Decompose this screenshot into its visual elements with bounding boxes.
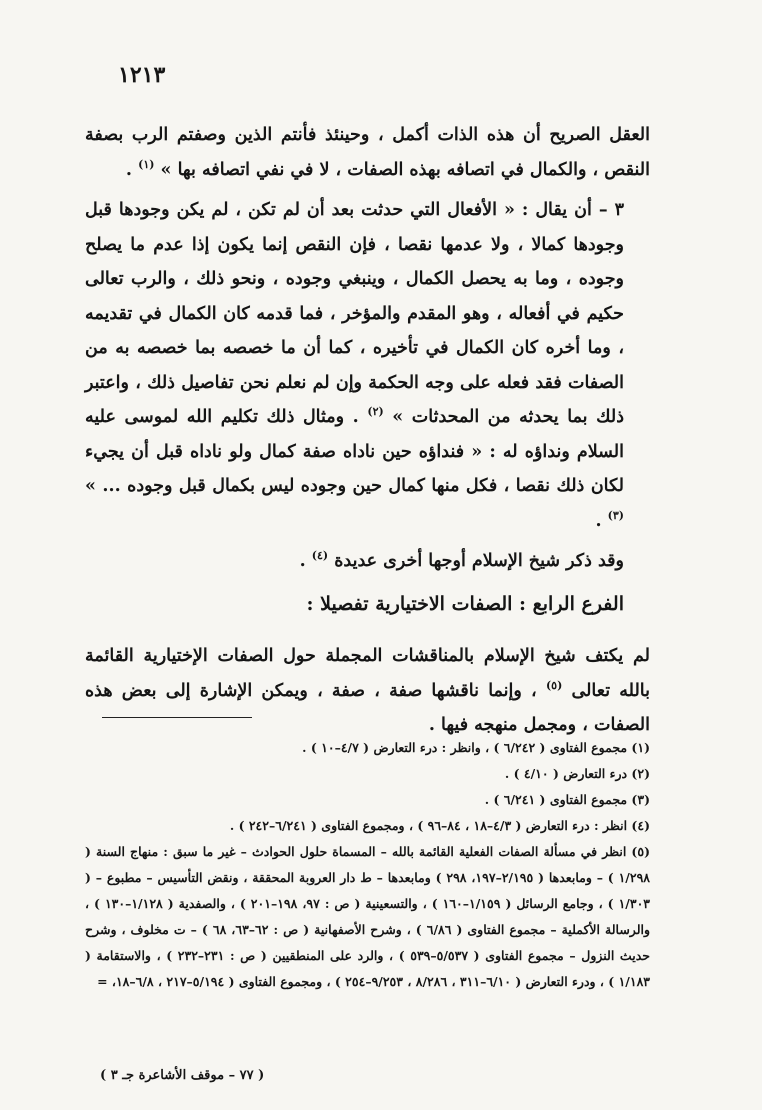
footnote-4: (٤) انظر : درء التعارض ( ٤/٣–١٨ ، ٨٤–٩٦ ) ، ومجموع الفتاوى ( ٦/٢٤١–٢٤٢ ) .: [229, 818, 650, 833]
paragraph-4: لم يكتف شيخ الإسلام بالمناقشات المجملة حول الصفات الإختيارية القائمة بالله تعالى $^{(٥)}$ ، وإنما ناقشها صفة ، صفة ، ويمكن الإشارة إلى بعض هذه الصفات ، ومجمل منهجه فيها .: [85, 646, 651, 735]
paragraph-2: ٣ – أن يقال : « الأفعال التي حدثت بعد أن لم تكن ، لم يكن وجودها قبل وجودها كمالا ، ولا عدمها نقصا ، فإن النقص إنما يكون إذا عدم ما يصلح وجوده ، وما به يحصل الكمال ، وينبغي وجوده ، ونحو ذلك ، والرب تعالى حكيم في أفعاله ، وهو المقدم والمؤخر ، فما قدمه كان الكمال في تقديمه ، وما أخره كان الكمال في تأخيره ، كما أن ما خصصه بما خصصه به من الصفات فقد فعله على وجه الحكمة وإن لم نعلم نحن تفاصيل ذلك ، واعتبر ذلك بما يحدثه من المحدثات » $^{(٢)}$ . ومثال ذلك تكليم الله لموسى عليه السلام ونداؤه له : « فنداؤه حين ناداه صفة كمال ولو ناداه قبل أن يجيء لكان ذلك نقصا ، فكل منها كمال حين وجوده ليس بكمال قبل وجوده ... » $^{(٣)}$ .: [85, 200, 624, 531]
paragraph-3: وقد ذكر شيخ الإسلام أوجها أخرى عديدة $^{(٤)}$ .: [299, 549, 624, 571]
footnote-ref-3[interactable]: (٣): [607, 508, 624, 522]
footnote-1: (١) مجموع الفتاوى ( ٦/٢٤٢ ) ، وانظر : درء التعارض ( ٤/٧–١٠ ) .: [302, 740, 650, 755]
footnote-5: (٥) انظر في مسألة الصفات الفعلية القائمة بالله – المسماة حلول الحوادث – غير ما سبق : منهاج السنة ( ١/٢٩٨ ) – ومابعدها ( ٢/١٩٥–١٩٧، ٢٩٨ ) ومابعدها – ط دار العروبة المحققة ، ونقض التأسيس – مطبوع – ( ١/٣٠٣ ) ، وجامع الرسائل ( ١/١٥٩–١٦٠ ) ، والتسعينية ( ص : ٩٧، ١٩٨–٢٠١ ) ، والصفدية ( ١/١٢٨–١٣٠ ) ، والرسالة الأكملية – مجموع الفتاوى ( ٦/٨٦ ) ، وشرح الأصفهانية ( ص : ٦٢–٦٣، ٦٨ ) – ت مخلوف ، وشرح حديث النزول – مجموع الفتاوى ( ٥/٥٣٧–٥٣٩ ) ، والرد على المنطقيين ( ص : ٢٣١–٢٣٢ ) ، والاستقامة ( ١/١٨٣ ) ، ودرء التعارض ( ٦/١٠–٣١١ ، ٨/٢٨٦ ، ٩/٢٥٣–٢٥٤ ) ، ومجموع الفتاوى ( ٥/١٩٤–٢١٧ ، ٦/٨–١٨، =: [85, 844, 651, 989]
section-heading: الفرع الرابع : الصفات الاختيارية تفصيلا :: [306, 592, 624, 615]
page-number: ١٢١٣: [118, 62, 166, 88]
main-text: [85, 118, 650, 749]
footnote-3: (٣) مجموع الفتاوى ( ٦/٢٤١ ) .: [484, 792, 650, 807]
footnote-ref-4[interactable]: (٤): [311, 549, 329, 563]
footnote-2: (٢) درء التعارض ( ٤/١٠ ) .: [504, 766, 650, 781]
footnote-ref-1[interactable]: (١): [138, 157, 155, 171]
footnote-divider: [102, 717, 252, 718]
paragraph-1: العقل الصريح أن هذه الذات أكمل ، وحينئذ فأنتم الذين وصفتم الرب بصفة النقص ، والكمال في اتصافه بهذه الصفات ، لا في نفي اتصافه بها » $^{(١)}$ .: [85, 125, 650, 180]
page-footer: ( ٧٧ – موقف الأشاعرة جـ ٣ ): [100, 1068, 265, 1083]
footnote-ref-5[interactable]: (٥): [545, 678, 563, 692]
footnotes: [85, 735, 650, 995]
footnote-ref-2[interactable]: (٢): [367, 405, 384, 419]
